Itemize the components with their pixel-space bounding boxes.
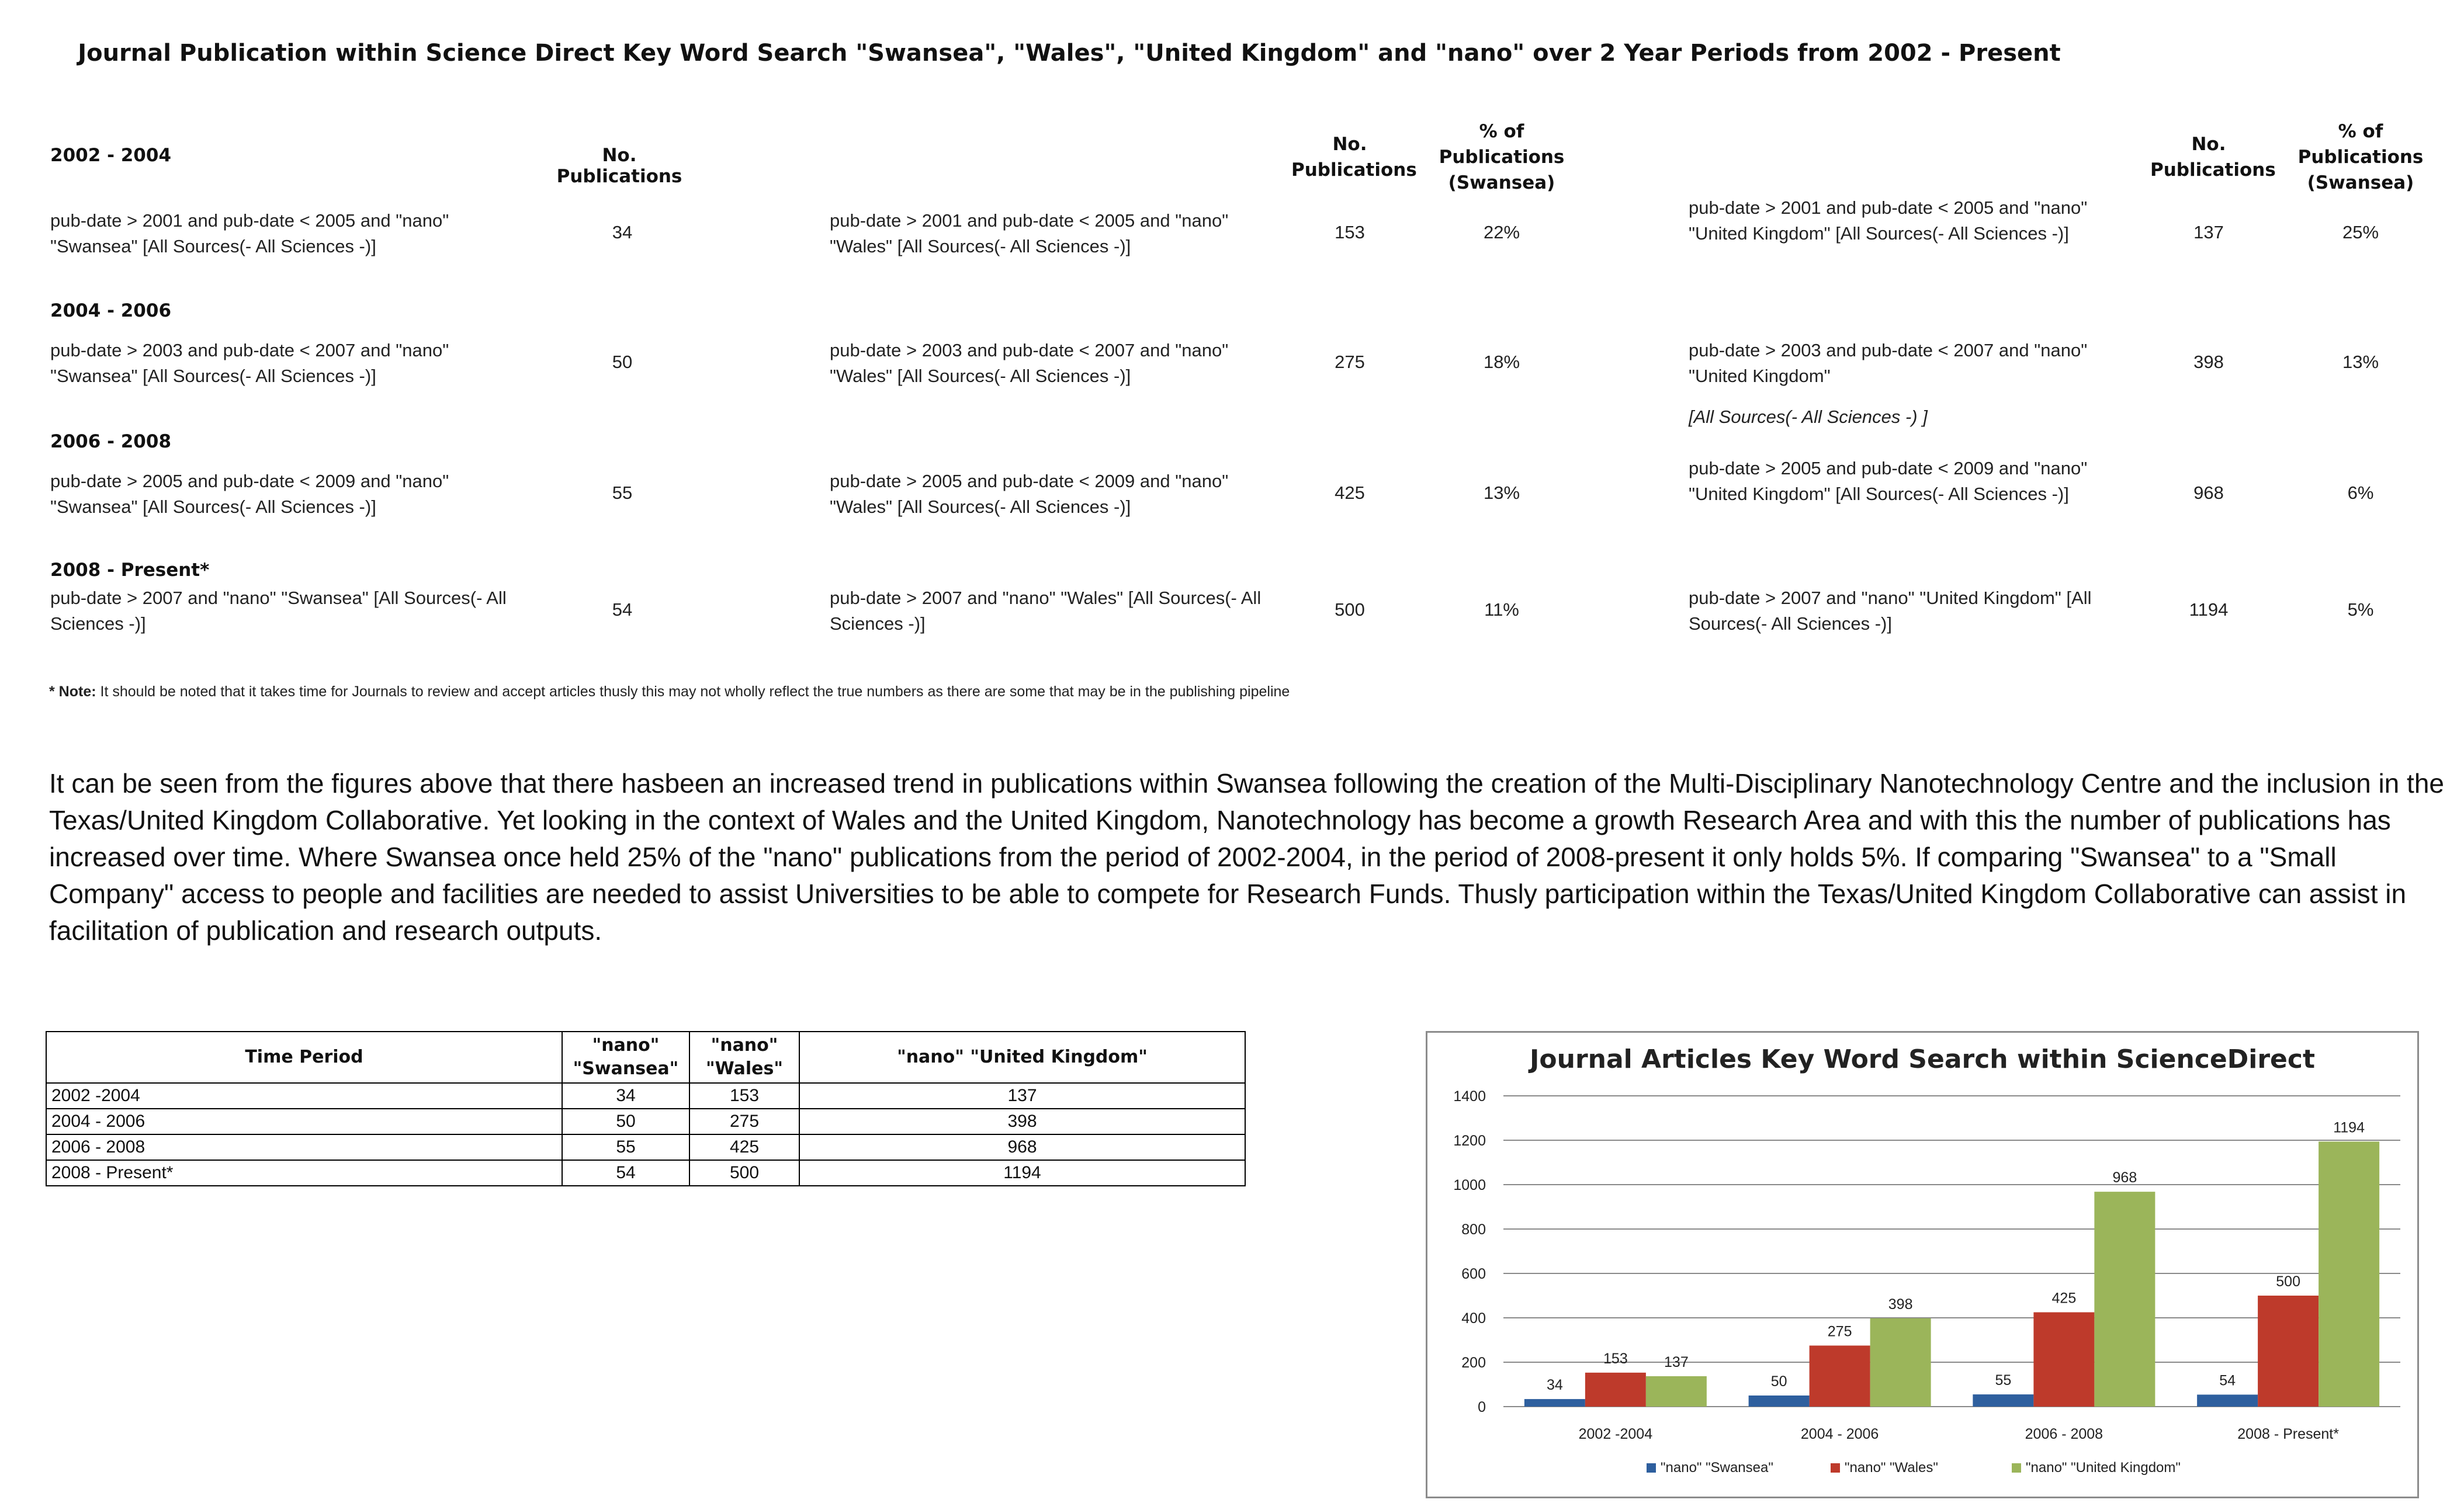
col-header-time-period: Time Period	[46, 1032, 562, 1083]
period-heading-3: 2006 - 2008	[50, 431, 172, 452]
swansea-cell: 54	[562, 1160, 689, 1186]
data-label: 54	[2219, 1372, 2236, 1389]
x-tick-label: 2002 -2004	[1578, 1426, 1653, 1442]
swansea-cell: 50	[562, 1109, 689, 1134]
legend-label: "nano" "Swansea"	[1661, 1460, 1773, 1476]
wales-cell: 500	[689, 1160, 799, 1186]
bar	[1749, 1396, 1810, 1407]
bar	[1646, 1376, 1707, 1407]
wales-cell: 153	[689, 1083, 799, 1109]
page-title: Journal Publication within Science Direct Key Word Search "Swansea", "Wales", "United Kingdom" and "nano" over 2 Year Periods from 2002 - Present	[78, 40, 2061, 67]
uk-query: pub-date > 2001 and pub-date < 2005 and "nano" "United Kingdom" [All Sources(- All Sciences -)]	[1689, 197, 2088, 244]
table-row	[46, 1134, 1245, 1160]
uk-cell: 1194	[799, 1160, 1245, 1186]
uk-pct: 5%	[2347, 599, 2374, 620]
footnote-text: It should be noted that it takes time for Journals to review and accept articles thusly this may not wholly reflect the true numbers as there are some that may be in the publishing pipeline	[100, 683, 1290, 700]
bar	[2094, 1192, 2155, 1407]
uk-pct: 25%	[2342, 222, 2379, 242]
bar	[2033, 1313, 2094, 1407]
wales-count: 500	[1335, 599, 1365, 620]
chart-frame	[1426, 1031, 2419, 1498]
wales-pct: 18%	[1483, 352, 1520, 372]
y-tick-label: 200	[1461, 1355, 1486, 1371]
period-heading-1: 2002 - 2004	[50, 145, 172, 166]
data-label: 55	[1995, 1372, 2012, 1389]
legend-label: "nano" "United Kingdom"	[2026, 1460, 2181, 1476]
data-label: 275	[1827, 1323, 1852, 1340]
swansea-cell: 34	[562, 1083, 689, 1109]
time-period-cell: 2002 -2004	[46, 1083, 562, 1109]
uk-pct: 6%	[2347, 482, 2374, 503]
col-header-uk: "nano" "United Kingdom"	[799, 1032, 1245, 1083]
uk-count: 398	[2193, 352, 2224, 372]
uk-cell: 398	[799, 1109, 1245, 1134]
col-header-wales: "nano" "Wales"	[689, 1032, 799, 1083]
uk-cell: 137	[799, 1083, 1245, 1109]
time-period-cell: 2004 - 2006	[46, 1109, 562, 1134]
legend-swatch	[1647, 1463, 1656, 1473]
bar	[1585, 1373, 1646, 1407]
swansea-query: pub-date > 2007 and "nano" "Swansea" [All Sources(- All Sciences -)]	[50, 588, 507, 634]
chart-title: Journal Articles Key Word Search within ScienceDirect	[1530, 1044, 2315, 1074]
table-row	[46, 1109, 1245, 1134]
wales-pct: 13%	[1483, 482, 1520, 503]
period-heading-4: 2008 - Present*	[50, 560, 210, 581]
wales-cell: 275	[689, 1109, 799, 1134]
table-row	[46, 1083, 1245, 1109]
footnote	[49, 683, 1290, 700]
uk-pct-header: % of Publications (Swansea)	[2297, 121, 2424, 193]
x-tick-label: 2008 - Present*	[2237, 1426, 2339, 1442]
data-label: 1194	[2333, 1119, 2365, 1136]
time-period-cell: 2008 - Present*	[46, 1160, 562, 1186]
uk-query: pub-date > 2005 and pub-date < 2009 and "nano" "United Kingdom" [All Sources(- All Sciences -)]	[1689, 458, 2088, 504]
legend-swatch	[1831, 1463, 1840, 1473]
x-tick-label: 2006 - 2008	[2025, 1426, 2103, 1442]
data-label: 153	[1603, 1350, 1628, 1367]
footnote-label: * Note:	[49, 683, 96, 700]
uk-count: 1194	[2189, 599, 2229, 620]
bar	[1973, 1394, 2033, 1407]
uk-query: pub-date > 2003 and pub-date < 2007 and "nano" "United Kingdom"	[1689, 340, 2088, 386]
summary-paragraph: It can be seen from the figures above that there hasbeen an increased trend in publications within Swansea following the creation of the Multi-Disciplinary Nanotechnology Centre and the inclusion in the Texas/United Kingdom Collaborative. Yet looking in the context of Wales and the United Kingdom, Nanotechnology has become a growth Research Area and with this the number of publications has increased over time. Where Swansea once held 25% of the "nano" publications from the period of 2002-2004, in the period of 2008-present it only holds 5%. If comparing "Swansea" to a "Small Company" access to people and facilities are needed to assist Universities to be able to compete for Research Funds. Thusly participation within the Texas/United Kingdom Collaborative can assist in facilitation of publication and research outputs.	[49, 768, 2444, 946]
data-label: 137	[1664, 1353, 1689, 1370]
bar	[1870, 1318, 1931, 1407]
wales-query: pub-date > 2001 and pub-date < 2005 and "nano" "Wales" [All Sources(- All Sciences -)]	[830, 210, 1229, 256]
bar-chart	[1427, 1033, 2417, 1497]
uk-pct: 13%	[2342, 352, 2379, 372]
period-heading-2: 2004 - 2006	[50, 300, 172, 321]
swansea-count: 54	[612, 599, 633, 620]
legend-swatch	[2012, 1463, 2021, 1473]
uk-query-extra: [All Sources(- All Sciences -) ]	[1689, 407, 1928, 427]
x-tick-label: 2004 - 2006	[1800, 1426, 1879, 1442]
col-header-swansea: "nano" "Swansea"	[562, 1032, 689, 1083]
y-tick-label: 1400	[1453, 1088, 1486, 1105]
wales-query: pub-date > 2005 and pub-date < 2009 and "nano" "Wales" [All Sources(- All Sciences -)]	[830, 471, 1229, 517]
swansea-query: pub-date > 2003 and pub-date < 2007 and "nano" "Swansea" [All Sources(- All Sciences -)]	[50, 340, 449, 386]
data-label: 34	[1546, 1377, 1563, 1394]
wales-pct: 11%	[1484, 599, 1519, 620]
y-tick-label: 800	[1461, 1221, 1486, 1238]
uk-query: pub-date > 2007 and "nano" "United Kingdom" [All Sources(- All Sciences -)]	[1689, 588, 2092, 634]
wales-count: 425	[1335, 482, 1365, 503]
swansea-count: 50	[612, 352, 633, 372]
bar	[1524, 1399, 1585, 1407]
data-label: 968	[2112, 1169, 2137, 1186]
bar	[2258, 1296, 2319, 1407]
wales-pct-header: % of Publications (Swansea)	[1439, 121, 1565, 193]
table-header-row	[46, 1032, 1245, 1083]
bar	[2319, 1141, 2379, 1407]
wales-count: 275	[1335, 352, 1365, 372]
wales-count: 153	[1335, 222, 1365, 242]
legend-label: "nano" "Wales"	[1845, 1460, 1938, 1476]
wales-query: pub-date > 2003 and pub-date < 2007 and "nano" "Wales" [All Sources(- All Sciences -)]	[830, 340, 1229, 386]
y-tick-label: 400	[1461, 1310, 1486, 1327]
bar	[2197, 1394, 2258, 1407]
swansea-count-header: No. Publications	[556, 145, 682, 187]
data-label: 398	[1888, 1296, 1913, 1313]
swansea-query: pub-date > 2005 and pub-date < 2009 and "nano" "Swansea" [All Sources(- All Sciences -)]	[50, 471, 449, 517]
wales-count-header: No. Publications	[1291, 134, 1417, 180]
y-tick-label: 600	[1461, 1266, 1486, 1282]
summary-table	[46, 1031, 1246, 1186]
swansea-query: pub-date > 2001 and pub-date < 2005 and "nano" "Swansea" [All Sources(- All Sciences -)]	[50, 210, 449, 256]
swansea-count: 55	[612, 482, 633, 503]
data-label: 50	[1770, 1373, 1787, 1390]
bar	[1810, 1346, 1870, 1407]
table-row	[46, 1160, 1245, 1186]
wales-query: pub-date > 2007 and "nano" "Wales" [All Sources(- All Sciences -)]	[830, 588, 1262, 634]
y-tick-label: 0	[1478, 1399, 1486, 1415]
uk-count: 137	[2193, 222, 2224, 242]
data-label: 425	[2051, 1290, 2077, 1307]
wales-cell: 425	[689, 1134, 799, 1160]
swansea-cell: 55	[562, 1134, 689, 1160]
time-period-cell: 2006 - 2008	[46, 1134, 562, 1160]
uk-count-header: No. Publications	[2150, 134, 2276, 180]
y-tick-label: 1000	[1453, 1177, 1486, 1193]
uk-cell: 968	[799, 1134, 1245, 1160]
wales-pct: 22%	[1483, 222, 1520, 242]
swansea-count: 34	[612, 222, 633, 242]
uk-count: 968	[2193, 482, 2224, 503]
y-tick-label: 1200	[1453, 1133, 1486, 1149]
data-label: 500	[2276, 1273, 2300, 1290]
